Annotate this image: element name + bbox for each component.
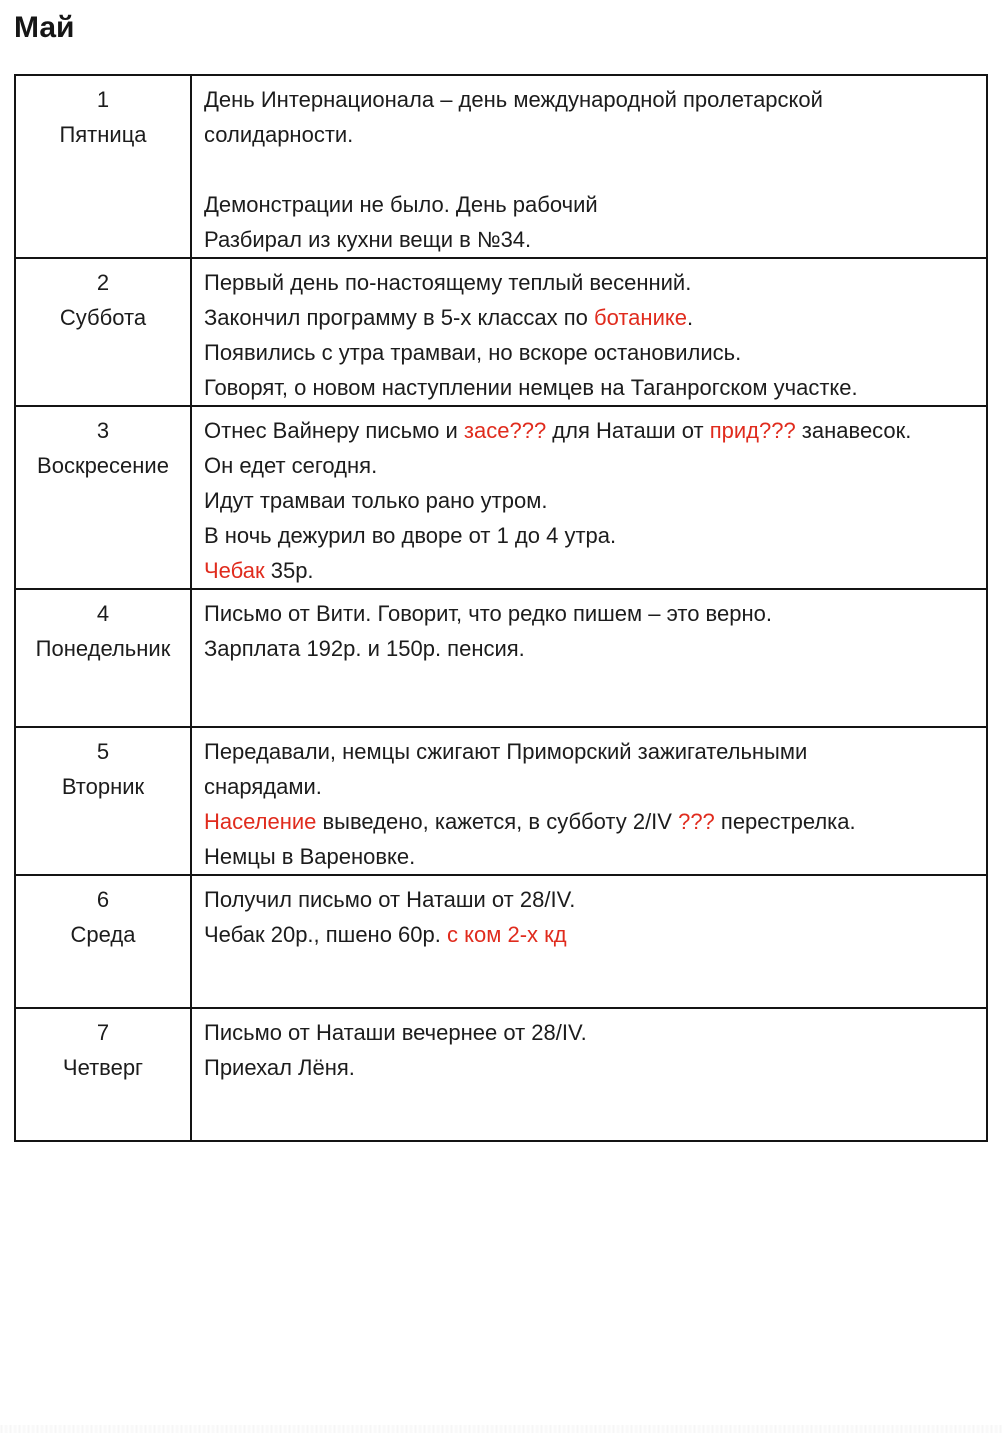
text-segment: выведено, кажется, в субботу 2/IV (316, 809, 679, 834)
text-segment: Чебак (204, 558, 265, 583)
table-row (16, 874, 986, 1007)
day-weekday: Среда (70, 922, 136, 947)
day-number: 3 (96, 418, 110, 443)
entry-line (204, 448, 976, 483)
text-segment: Он едет сегодня. (204, 453, 378, 478)
table-row (16, 257, 986, 405)
entry-line (204, 596, 976, 631)
text-segment: солидарности. (204, 122, 354, 147)
day-cell (16, 407, 192, 588)
text-segment: Идут трамваи только рано утром. (204, 488, 548, 513)
text-segment: ??? (678, 809, 715, 834)
diary-table (14, 74, 988, 1142)
entry-line (204, 882, 976, 917)
text-segment: . (686, 305, 694, 330)
table-row (16, 1007, 986, 1140)
text-segment: Демонстрации не было. День рабочий (204, 192, 598, 217)
entry-line (204, 300, 976, 335)
entry-cell (192, 407, 986, 588)
day-number: 6 (96, 887, 110, 912)
entry-line (204, 734, 976, 769)
entry-line (204, 839, 976, 874)
day-weekday: Воскресение (37, 453, 169, 478)
entry-line (204, 413, 976, 448)
text-segment: В ночь дежурил во дворе от 1 до 4 утра. (204, 523, 617, 548)
day-cell (16, 876, 192, 1007)
entry-line (204, 917, 976, 952)
day-cell (16, 728, 192, 874)
text-segment: для Наташи от (546, 418, 710, 443)
day-cell (16, 259, 192, 405)
text-segment: Отнес Вайнеру письмо и (204, 418, 464, 443)
entry-cell (192, 728, 986, 874)
day-number: 5 (96, 739, 110, 764)
text-segment: Приехал Лёня. (204, 1055, 355, 1080)
entry-line (204, 335, 976, 370)
text-segment: Чебак 20р., пшено 60р. (204, 922, 447, 947)
text-segment: снарядами. (204, 774, 322, 799)
day-cell (16, 590, 192, 726)
table-row (16, 76, 986, 257)
scan-noise-strip (0, 1425, 1002, 1433)
entry-line (204, 222, 976, 257)
text-segment: Письмо от Наташи вечернее от 28/IV. (204, 1020, 587, 1045)
day-cell (16, 76, 192, 257)
entry-line (204, 152, 976, 187)
text-segment: с ком 2-х кд (447, 922, 567, 947)
entry-line (204, 265, 976, 300)
table-row (16, 588, 986, 726)
text-segment: Появились с утра трамваи, но вскоре остановились. (204, 340, 742, 365)
entry-line (204, 1015, 976, 1050)
day-weekday: Суббота (59, 305, 147, 330)
entry-line (204, 187, 976, 222)
text-segment: Получил письмо от Наташи от 28/IV. (204, 887, 576, 912)
day-cell (16, 1009, 192, 1140)
text-segment: Говорят, о новом наступлении немцев на Таганрогском участке. (204, 375, 858, 400)
text-segment: День Интернационала – день международной пролетарской (204, 87, 823, 112)
entry-cell (192, 76, 986, 257)
text-segment: прид??? (709, 418, 796, 443)
day-number: 1 (96, 87, 110, 112)
table-row (16, 726, 986, 874)
text-segment: перестрелка. (714, 809, 856, 834)
text-segment: засе??? (463, 418, 547, 443)
day-number: 7 (96, 1020, 110, 1045)
day-number: 4 (96, 601, 110, 626)
entry-line (204, 804, 976, 839)
day-weekday: Пятница (59, 122, 147, 147)
text-segment: Передавали, немцы сжигают Приморский зажигательными (204, 739, 808, 764)
entry-line (204, 769, 976, 804)
day-weekday: Вторник (61, 774, 145, 799)
day-weekday: Понедельник (35, 636, 171, 661)
entry-line (204, 82, 976, 117)
text-segment: Зарплата 192р. и 150р. пенсия. (204, 636, 525, 661)
entry-cell (192, 590, 986, 726)
text-segment: занавесок. (795, 418, 912, 443)
text-segment: ботанике (594, 305, 687, 330)
entry-cell (192, 1009, 986, 1140)
text-segment: Письмо от Вити. Говорит, что редко пишем – это верно. (204, 601, 772, 626)
text-segment: 35р. (264, 558, 314, 583)
day-number: 2 (96, 270, 110, 295)
entry-line (204, 370, 976, 405)
text-segment: Первый день по-настоящему теплый весенний. (204, 270, 692, 295)
page-title: Май (14, 11, 75, 44)
text-segment: Немцы в Вареновке. (204, 844, 416, 869)
entry-line (204, 483, 976, 518)
entry-line (204, 1050, 976, 1085)
entry-cell (192, 259, 986, 405)
entry-line (204, 631, 976, 666)
text-segment: Закончил программу в 5-х классах по (204, 305, 594, 330)
text-segment: Разбирал из кухни вещи в №34. (204, 227, 532, 252)
entry-line (204, 553, 976, 588)
table-row (16, 405, 986, 588)
day-weekday: Четверг (62, 1055, 144, 1080)
text-segment: Население (204, 809, 317, 834)
entry-line (204, 117, 976, 152)
entry-cell (192, 876, 986, 1007)
entry-line (204, 518, 976, 553)
